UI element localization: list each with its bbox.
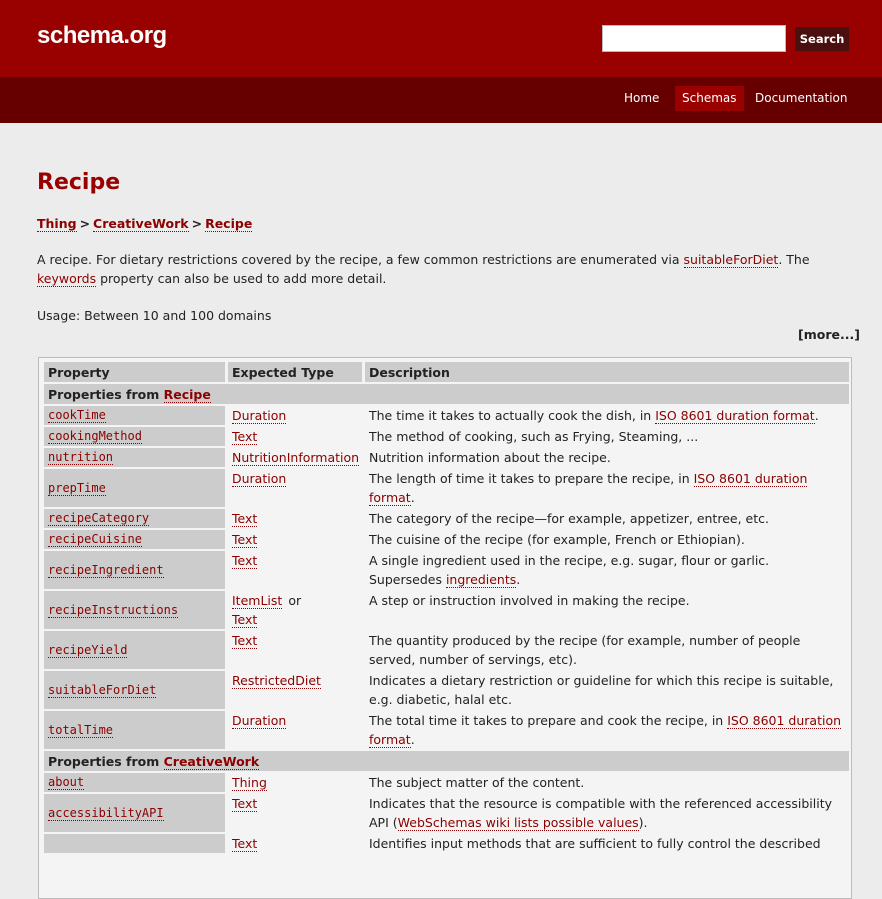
table-row — [44, 671, 849, 709]
header-description: Description — [365, 362, 849, 382]
property-link[interactable]: accessibilityAPI — [48, 805, 164, 820]
description-cell — [365, 530, 849, 549]
nav-schemas[interactable]: Schemas — [675, 86, 744, 111]
type-link[interactable]: Text — [232, 612, 258, 627]
description-text: The method of cooking, such as Frying, Steaming, ... — [369, 429, 699, 444]
property-cell — [44, 671, 225, 709]
property-link[interactable]: recipeYield — [48, 642, 128, 657]
type-link[interactable]: Text — [232, 429, 258, 444]
property-link[interactable]: prepTime — [48, 480, 106, 495]
property-cell — [44, 711, 225, 749]
type-cell — [228, 427, 362, 446]
property-cell — [44, 509, 225, 528]
description-text: ). — [638, 815, 648, 830]
type-link[interactable]: Text — [232, 553, 258, 568]
breadcrumb-recipe[interactable]: Recipe — [205, 216, 253, 231]
type-cell — [228, 773, 362, 792]
table-row — [44, 427, 849, 446]
breadcrumb-separator: > — [79, 216, 91, 231]
description-cell — [365, 671, 849, 709]
description-cell — [365, 711, 849, 749]
description-text: The time it takes to actually cook the dish, in — [369, 408, 656, 423]
desc-link-suitablefordiet[interactable]: suitableForDiet — [683, 252, 779, 267]
description-text: . — [814, 408, 819, 423]
type-link[interactable]: Text — [232, 836, 258, 851]
table-row — [44, 509, 849, 528]
description-cell — [365, 773, 849, 792]
type-description — [37, 250, 827, 288]
description-text: Indicates a dietary restriction or guideline for which this recipe is suitable, e.g. diabetic, halal etc. — [369, 673, 834, 707]
header-property: Property — [44, 362, 225, 382]
table-header-row — [44, 362, 849, 382]
description-cell — [365, 469, 849, 507]
table-row — [44, 551, 849, 589]
description-cell — [365, 551, 849, 589]
type-link[interactable]: Thing — [232, 775, 267, 790]
type-cell — [228, 631, 362, 669]
table-row — [44, 448, 849, 467]
table-row — [44, 469, 849, 507]
table-row — [44, 834, 849, 853]
type-link[interactable]: Duration — [232, 408, 287, 423]
description-text: The length of time it takes to prepare the recipe, in — [369, 471, 694, 486]
property-link[interactable]: cookingMethod — [48, 429, 142, 443]
description-text: The total time it takes to prepare and cook the recipe, in — [369, 713, 728, 728]
properties-table — [38, 357, 852, 899]
property-cell — [44, 794, 225, 832]
more-link[interactable]: [more...] — [798, 327, 860, 342]
type-link[interactable]: Text — [232, 511, 258, 526]
group-row — [44, 384, 849, 404]
property-link[interactable]: cookTime — [48, 408, 106, 422]
type-link[interactable]: NutritionInformation — [232, 450, 360, 465]
property-cell — [44, 448, 225, 467]
breadcrumb — [37, 216, 252, 231]
type-cell — [228, 448, 362, 467]
desc-text: A recipe. For dietary restrictions covered by the recipe, a few common restrictions are enumerated via — [37, 252, 684, 267]
description-link[interactable]: ingredients — [445, 572, 517, 587]
desc-link-keywords[interactable]: keywords — [37, 271, 97, 286]
property-cell — [44, 469, 225, 507]
table-row — [44, 794, 849, 832]
nav-documentation[interactable]: Documentation — [755, 91, 848, 105]
type-cell — [228, 711, 362, 749]
property-link[interactable]: recipeCategory — [48, 511, 150, 525]
type-cell — [228, 671, 362, 709]
property-link[interactable]: totalTime — [48, 722, 114, 737]
description-text: A step or instruction involved in making the recipe. — [369, 593, 690, 608]
top-header — [0, 0, 882, 77]
group-link-creativework[interactable]: CreativeWork — [163, 753, 260, 769]
type-cell — [228, 406, 362, 425]
group-header — [44, 751, 849, 771]
description-text: A single ingredient used in the recipe, e.g. sugar, flour or garlic. Supersedes — [369, 553, 770, 587]
description-cell — [365, 509, 849, 528]
usage-text: Usage: Between 10 and 100 domains — [37, 308, 272, 323]
description-text: The cuisine of the recipe (for example, French or Ethiopian). — [369, 532, 745, 547]
type-cell — [228, 591, 362, 629]
type-link[interactable]: Text — [232, 633, 258, 648]
page-title: Recipe — [37, 170, 121, 195]
type-link[interactable]: Duration — [232, 471, 287, 486]
table-row — [44, 711, 849, 749]
property-link[interactable]: nutrition — [48, 450, 114, 464]
breadcrumb-creativework[interactable]: CreativeWork — [93, 216, 189, 231]
description-cell — [365, 794, 849, 832]
property-link[interactable]: suitableForDiet — [48, 682, 157, 697]
description-text: The subject matter of the content. — [369, 775, 585, 790]
site-logo[interactable]: schema.org — [37, 22, 167, 49]
group-row — [44, 751, 849, 771]
property-cell — [44, 631, 225, 669]
description-text: Identifies input methods that are sufficient to fully control the described — [369, 836, 821, 851]
property-link[interactable]: recipeIngredient — [48, 562, 164, 577]
property-cell — [44, 834, 225, 853]
type-cell — [228, 509, 362, 528]
group-header — [44, 384, 849, 404]
type-link[interactable]: RestrictedDiet — [232, 673, 321, 688]
description-link[interactable]: ISO 8601 duration format — [369, 713, 842, 747]
type-cell — [228, 834, 362, 853]
property-cell — [44, 551, 225, 589]
property-link[interactable]: recipeCuisine — [48, 532, 142, 546]
breadcrumb-thing[interactable]: Thing — [37, 216, 77, 231]
type-cell — [228, 551, 362, 589]
search-button[interactable]: Search — [795, 27, 849, 51]
description-text: . — [410, 732, 415, 747]
description-link[interactable]: ISO 8601 duration format — [655, 408, 815, 423]
description-cell — [365, 406, 849, 425]
table-row — [44, 631, 849, 669]
property-cell — [44, 530, 225, 549]
table-row — [44, 773, 849, 792]
group-label: Properties from — [48, 753, 164, 769]
type-link[interactable]: ItemList — [232, 593, 283, 608]
type-link[interactable]: Text — [232, 796, 258, 811]
property-link[interactable]: about — [48, 775, 85, 789]
description-text: The category of the recipe—for example, appetizer, entree, etc. — [369, 511, 769, 526]
type-link[interactable]: Duration — [232, 713, 287, 728]
description-text: Nutrition information about the recipe. — [369, 450, 611, 465]
description-cell — [365, 427, 849, 446]
type-link[interactable]: Text — [232, 532, 258, 547]
type-cell — [228, 469, 362, 507]
table-row — [44, 530, 849, 549]
property-cell — [44, 773, 225, 792]
description-text: The quantity produced by the recipe (for example, number of people served, number of servings, etc). — [369, 633, 801, 667]
group-link-recipe[interactable]: Recipe — [163, 386, 211, 402]
description-text: Indicates that the resource is compatible with the referenced accessibility API ( — [369, 796, 833, 830]
property-cell — [44, 427, 225, 446]
description-text: . — [516, 572, 521, 587]
type-cell — [228, 794, 362, 832]
search-input[interactable] — [602, 25, 786, 52]
property-link[interactable]: recipeInstructions — [48, 602, 179, 617]
nav-home[interactable]: Home — [624, 91, 660, 105]
description-cell — [365, 834, 849, 853]
desc-text: . The — [778, 252, 810, 267]
description-text: . — [410, 490, 415, 505]
type-or: or — [288, 593, 302, 608]
property-cell — [44, 406, 225, 425]
header-expected-type: Expected Type — [228, 362, 362, 382]
desc-text: property can also be used to add more detail. — [96, 271, 387, 286]
group-label: Properties from — [48, 386, 164, 402]
description-cell — [365, 591, 849, 629]
nav-bar — [0, 77, 882, 123]
breadcrumb-separator: > — [191, 216, 203, 231]
description-link[interactable]: ISO 8601 duration format — [369, 471, 808, 505]
table-row — [44, 406, 849, 425]
property-cell — [44, 591, 225, 629]
table-row — [44, 591, 849, 629]
type-cell — [228, 530, 362, 549]
description-cell — [365, 448, 849, 467]
description-cell — [365, 631, 849, 669]
description-link[interactable]: WebSchemas wiki lists possible values — [397, 815, 639, 830]
